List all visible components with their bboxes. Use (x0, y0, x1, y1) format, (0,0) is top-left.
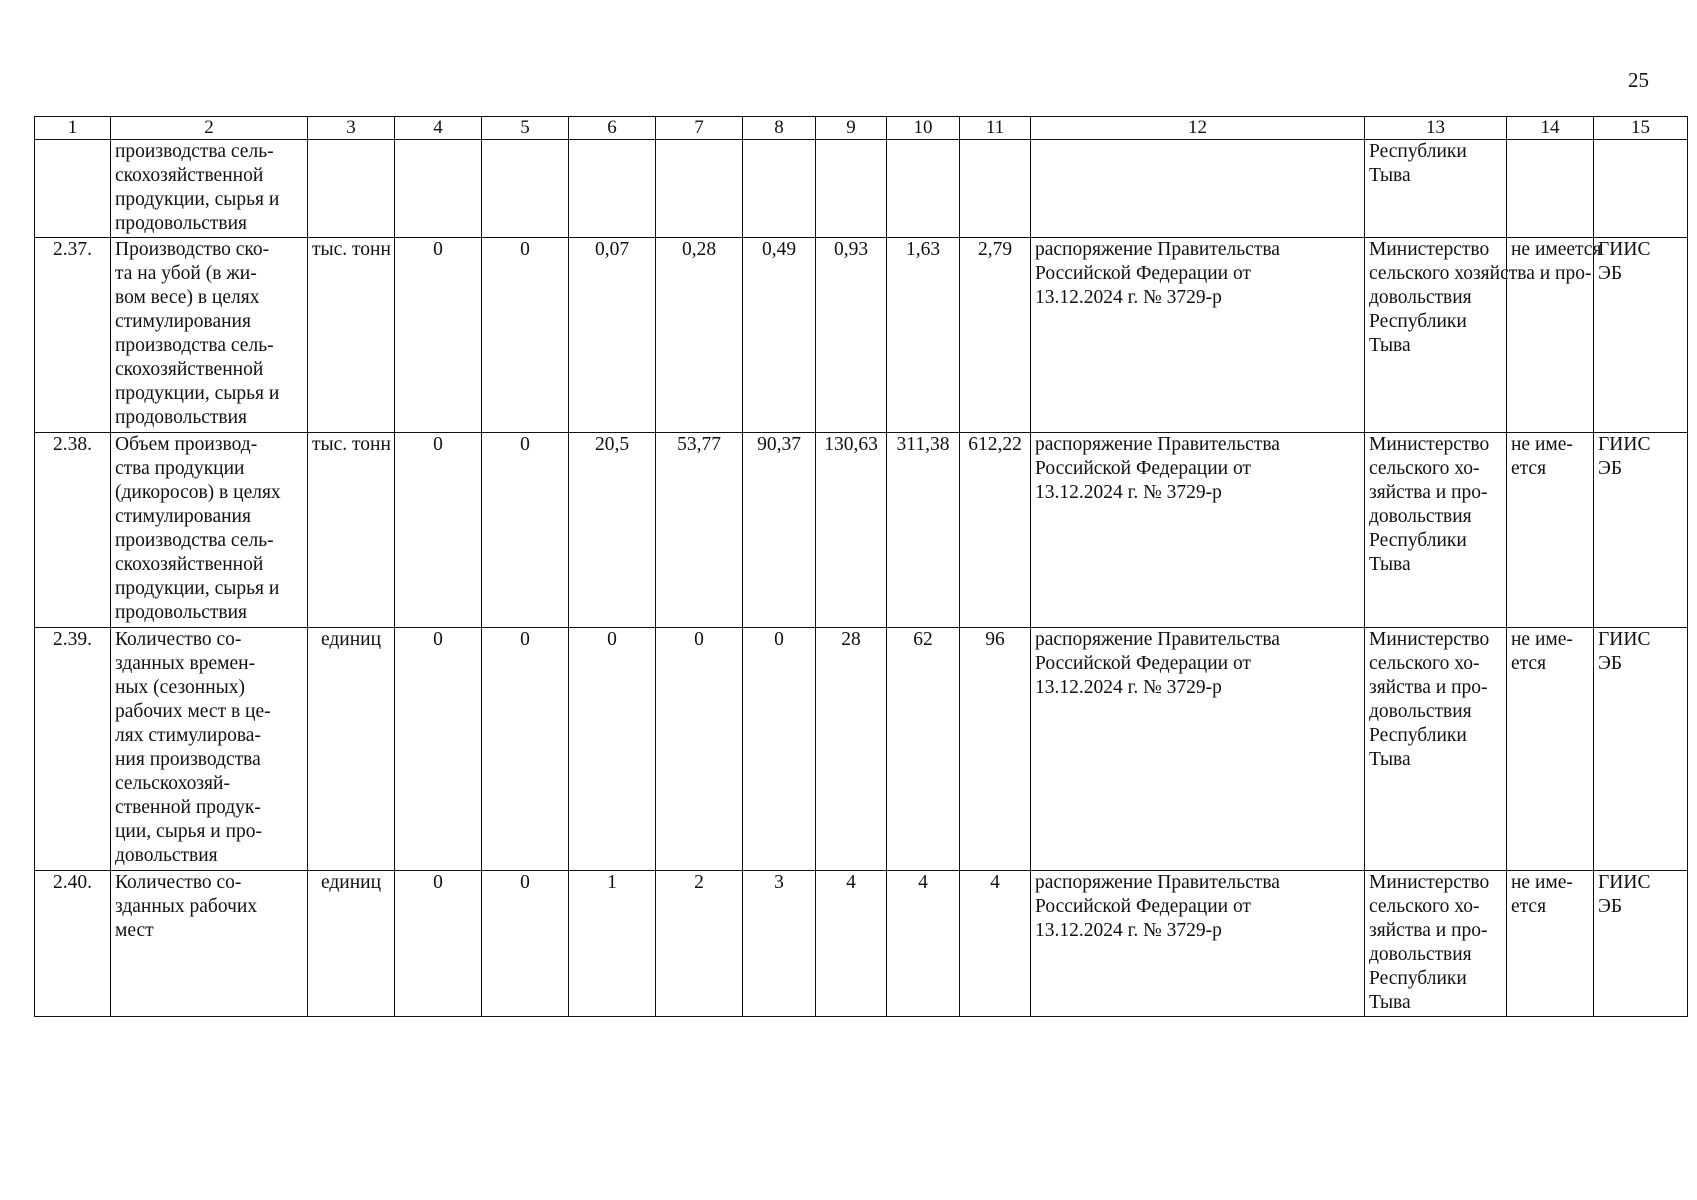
name-line: продовольствия (115, 407, 248, 428)
cell-value: 3 (743, 871, 816, 1017)
cell-responsible-org (1365, 871, 1507, 1017)
org-line: сельского хозяйства и про- (1369, 263, 1592, 284)
org-line: Республики (1369, 311, 1467, 332)
cell-value: 0 (482, 871, 569, 1017)
cell-num: 2.39. (35, 628, 111, 871)
cell-indicator-name (111, 628, 308, 871)
name-line: Объем производ- (115, 434, 258, 455)
name-line: мест (115, 920, 154, 941)
org-line: Тыва (1369, 165, 1411, 186)
cell-value: 4 (816, 871, 887, 1017)
header-row (35, 117, 1688, 140)
cell-value: 28 (816, 628, 887, 871)
org-line: довольствия (1369, 287, 1472, 308)
name-line: ственной продук- (115, 797, 261, 818)
column-header: 4 (395, 117, 482, 140)
cell-value: 0 (743, 628, 816, 871)
name-line: ных (сезонных) (115, 677, 245, 698)
source-line: ЭБ (1598, 653, 1623, 674)
cell-basis (1031, 871, 1365, 1017)
org-line: Тыва (1369, 749, 1411, 770)
cell-value: 4 (960, 871, 1031, 1017)
cell-unit: тыс. тонн (308, 433, 395, 628)
cell-num: 2.37. (35, 238, 111, 433)
cell-info-system (1507, 628, 1594, 871)
cell-info-system (1507, 871, 1594, 1017)
cell-value: 90,37 (743, 433, 816, 628)
cell-responsible-org (1365, 140, 1507, 238)
org-line: сельского хо- (1369, 896, 1480, 917)
column-header: 15 (1594, 117, 1688, 140)
name-line: Количество со- (115, 629, 242, 650)
cell-unit (308, 140, 395, 238)
name-line: рабочих мест в це- (115, 701, 271, 722)
cell-value: 0,49 (743, 238, 816, 433)
column-header: 6 (569, 117, 656, 140)
name-line: (дикоросов) в целях (115, 482, 281, 503)
table-row (35, 238, 1688, 433)
name-line: та на убой (в жи- (115, 263, 257, 284)
cell-value: 1,63 (887, 238, 960, 433)
cell-value: 96 (960, 628, 1031, 871)
column-header: 9 (816, 117, 887, 140)
cell-value: 2 (656, 871, 743, 1017)
cell-value (569, 140, 656, 238)
column-header: 8 (743, 117, 816, 140)
cell-value: 0,07 (569, 238, 656, 433)
name-line: продукции, сырья и (115, 189, 280, 210)
org-line: сельского хо- (1369, 653, 1480, 674)
cell-unit: единиц (308, 628, 395, 871)
name-line: стимулирования (115, 506, 251, 527)
info-system-line: не имеется (1511, 239, 1602, 260)
name-line: ства продукции (115, 458, 245, 479)
org-line: довольствия (1369, 944, 1472, 965)
cell-value: 2,79 (960, 238, 1031, 433)
cell-value (887, 140, 960, 238)
column-header: 3 (308, 117, 395, 140)
cell-unit: единиц (308, 871, 395, 1017)
cell-value: 0 (482, 238, 569, 433)
source-line: ГИИС (1598, 434, 1651, 455)
info-system-line: ется (1511, 896, 1547, 917)
column-header: 5 (482, 117, 569, 140)
org-line: Тыва (1369, 335, 1411, 356)
basis-line: распоряжение Правительства (1035, 434, 1280, 455)
cell-value (816, 140, 887, 238)
org-line: сельского хо- (1369, 458, 1480, 479)
table-row (35, 433, 1688, 628)
cell-value: 311,38 (887, 433, 960, 628)
cell-unit: тыс. тонн (308, 238, 395, 433)
cell-value (743, 140, 816, 238)
basis-line: 13.12.2024 г. № 3729-р (1035, 920, 1222, 941)
column-header: 12 (1031, 117, 1365, 140)
name-line: скохозяйственной (115, 554, 264, 575)
org-line: Министерство (1369, 629, 1490, 650)
cell-value: 20,5 (569, 433, 656, 628)
source-line: ГИИС (1598, 629, 1651, 650)
cell-responsible-org (1365, 433, 1507, 628)
cell-source (1594, 433, 1688, 628)
cell-value (656, 140, 743, 238)
org-line: довольствия (1369, 506, 1472, 527)
cell-value: 1 (569, 871, 656, 1017)
basis-line: распоряжение Правительства (1035, 239, 1280, 260)
column-header: 14 (1507, 117, 1594, 140)
org-line: Республики (1369, 530, 1467, 551)
table-row (35, 871, 1688, 1017)
cell-value: 130,63 (816, 433, 887, 628)
cell-value: 0 (569, 628, 656, 871)
name-line: Количество со- (115, 872, 242, 893)
name-line: производства сель- (115, 141, 274, 162)
name-line: продовольствия (115, 602, 248, 623)
org-line: зяйства и про- (1369, 482, 1488, 503)
cell-indicator-name (111, 140, 308, 238)
name-line: производства сель- (115, 335, 274, 356)
cell-basis (1031, 628, 1365, 871)
org-line: Тыва (1369, 554, 1411, 575)
column-header: 7 (656, 117, 743, 140)
basis-line: Российской Федерации от (1035, 458, 1251, 479)
cell-value: 0,93 (816, 238, 887, 433)
cell-source (1594, 871, 1688, 1017)
table-row (35, 628, 1688, 871)
cell-source (1594, 628, 1688, 871)
cell-value (960, 140, 1031, 238)
cell-basis (1031, 433, 1365, 628)
cell-value: 0 (395, 628, 482, 871)
name-line: скохозяйственной (115, 165, 264, 186)
name-line: продукции, сырья и (115, 578, 280, 599)
cell-basis (1031, 140, 1365, 238)
name-line: продукции, сырья и (115, 383, 280, 404)
source-line: ЭБ (1598, 263, 1623, 284)
org-line: зяйства и про- (1369, 677, 1488, 698)
org-line: Республики (1369, 725, 1467, 746)
page-number: 25 (1628, 68, 1649, 92)
name-line: Производство ско- (115, 239, 270, 260)
cell-value: 0,28 (656, 238, 743, 433)
cell-info-system (1507, 433, 1594, 628)
cell-num: 2.40. (35, 871, 111, 1017)
info-system-line: ется (1511, 458, 1547, 479)
basis-line: Российской Федерации от (1035, 653, 1251, 674)
basis-line: Российской Федерации от (1035, 896, 1251, 917)
cell-value: 0 (482, 628, 569, 871)
org-line: зяйства и про- (1369, 920, 1488, 941)
basis-line: Российской Федерации от (1035, 263, 1251, 284)
cell-num: 2.38. (35, 433, 111, 628)
column-header: 11 (960, 117, 1031, 140)
cell-value: 0 (395, 871, 482, 1017)
info-system-line: ется (1511, 653, 1547, 674)
cell-indicator-name (111, 433, 308, 628)
info-system-line: не име- (1511, 434, 1573, 455)
name-line: производства сель- (115, 530, 274, 551)
name-line: лях стимулирова- (115, 725, 261, 746)
name-line: ния производства (115, 749, 261, 770)
cell-basis (1031, 238, 1365, 433)
source-line: ЭБ (1598, 458, 1623, 479)
org-line: Тыва (1369, 992, 1411, 1013)
info-system-line: не име- (1511, 629, 1573, 650)
cell-responsible-org (1365, 628, 1507, 871)
cell-value (395, 140, 482, 238)
name-line: ции, сырья и про- (115, 821, 263, 842)
name-line: сельскохозяй- (115, 773, 230, 794)
cell-value (482, 140, 569, 238)
name-line: вом весе) в целях (115, 287, 260, 308)
column-header: 1 (35, 117, 111, 140)
name-line: зданных времен- (115, 653, 256, 674)
source-line: ГИИС (1598, 872, 1651, 893)
cell-value: 0 (395, 433, 482, 628)
name-line: зданных рабочих (115, 896, 258, 917)
continuation-row (35, 140, 1688, 238)
cell-source (1594, 140, 1688, 238)
source-line: ГИИС (1598, 239, 1651, 260)
column-header: 13 (1365, 117, 1507, 140)
name-line: довольствия (115, 845, 218, 866)
source-line: ЭБ (1598, 896, 1623, 917)
org-line: Министерство (1369, 239, 1490, 260)
cell-num (35, 140, 111, 238)
column-header: 10 (887, 117, 960, 140)
basis-line: 13.12.2024 г. № 3729-р (1035, 677, 1222, 698)
org-line: Министерство (1369, 434, 1490, 455)
name-line: скохозяйственной (115, 359, 264, 380)
cell-indicator-name (111, 871, 308, 1017)
org-line: довольствия (1369, 701, 1472, 722)
info-system-line: не име- (1511, 872, 1573, 893)
org-line: Министерство (1369, 872, 1490, 893)
basis-line: распоряжение Правительства (1035, 872, 1280, 893)
basis-line: распоряжение Правительства (1035, 629, 1280, 650)
cell-value: 62 (887, 628, 960, 871)
basis-line: 13.12.2024 г. № 3729-р (1035, 482, 1222, 503)
indicators-table (34, 116, 1688, 1017)
cell-value: 53,77 (656, 433, 743, 628)
name-line: продовольствия (115, 213, 248, 234)
basis-line: 13.12.2024 г. № 3729-р (1035, 287, 1222, 308)
column-header: 2 (111, 117, 308, 140)
cell-value: 0 (656, 628, 743, 871)
cell-indicator-name (111, 238, 308, 433)
name-line: стимулирования (115, 311, 251, 332)
cell-value: 0 (482, 433, 569, 628)
org-line: Республики (1369, 968, 1467, 989)
cell-info-system (1507, 140, 1594, 238)
cell-value: 4 (887, 871, 960, 1017)
cell-value: 612,22 (960, 433, 1031, 628)
cell-value: 0 (395, 238, 482, 433)
cell-source (1594, 238, 1688, 433)
org-line: Республики (1369, 141, 1467, 162)
